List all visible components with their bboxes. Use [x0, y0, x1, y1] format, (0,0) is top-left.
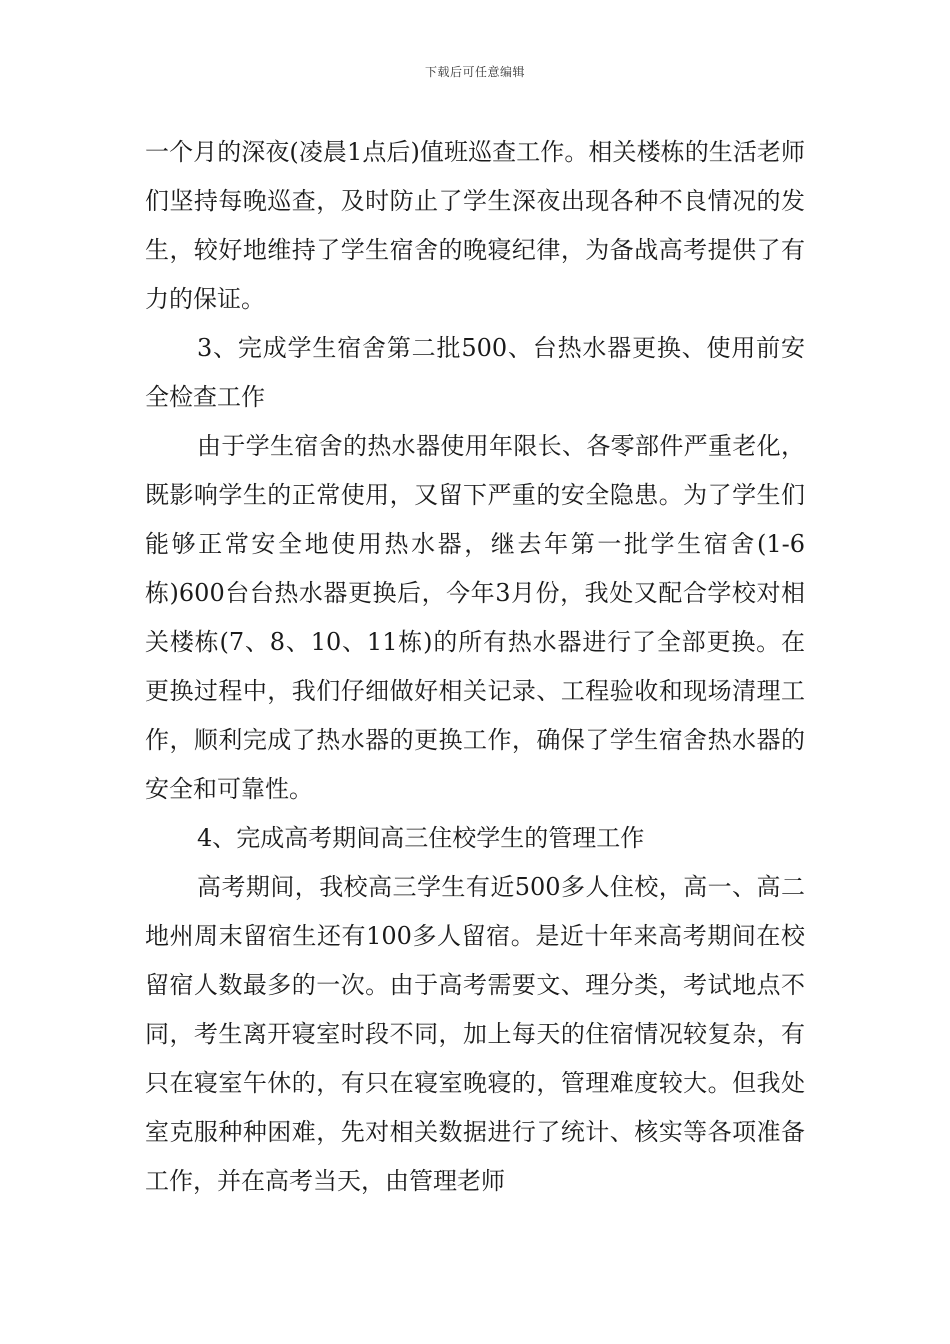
- document-body: [145, 128, 805, 1206]
- paragraph-water-heater: 由于学生宿舍的热水器使用年限长、各零部件严重老化，既影响学生的正常使用，又留下严重的安全隐患。为了学生们能够正常安全地使用热水器，继去年第一批学生宿舍(1-6栋)600台台热水器更换后，今年3月份，我处又配合学校对相关楼栋(7、8、10、11栋)的所有热水器进行了全部更换。在更换过程中，我们仔细做好相关记录、工程验收和现场清理工作，顺利完成了热水器的更换工作，确保了学生宿舍热水器的安全和可靠性。: [145, 432, 805, 803]
- heading-exam-management: 4、完成高考期间高三住校学生的管理工作: [197, 824, 645, 852]
- paragraph-night-patrol: 一个月的深夜(凌晨1点后)值班巡查工作。相关楼栋的生活老师们坚持每晚巡查，及时防止了学生深夜出现各种不良情况的发生，较好地维持了学生宿舍的晚寝纪律，为备战高考提供了有力的保证。: [145, 138, 805, 313]
- heading-water-heater: 3、完成学生宿舍第二批500、台热水器更换、使用前安全检查工作: [145, 334, 805, 411]
- page-header-note: 下载后可任意编辑: [424, 65, 525, 79]
- paragraph-exam-management: 高考期间，我校高三学生有近500多人住校，高一、高二地州周末留宿生还有100多人留宿。是近十年来高考期间在校留宿人数最多的一次。由于高考需要文、理分类，考试地点不同，考生离开寝室时段不同，加上每天的住宿情况较复杂，有只在寝室午休的，有只在寝室晚寝的，管理难度较大。但我处室克服种种困难，先对相关数据进行了统计、核实等各项准备工作，并在高考当天，由管理老师: [145, 873, 805, 1195]
